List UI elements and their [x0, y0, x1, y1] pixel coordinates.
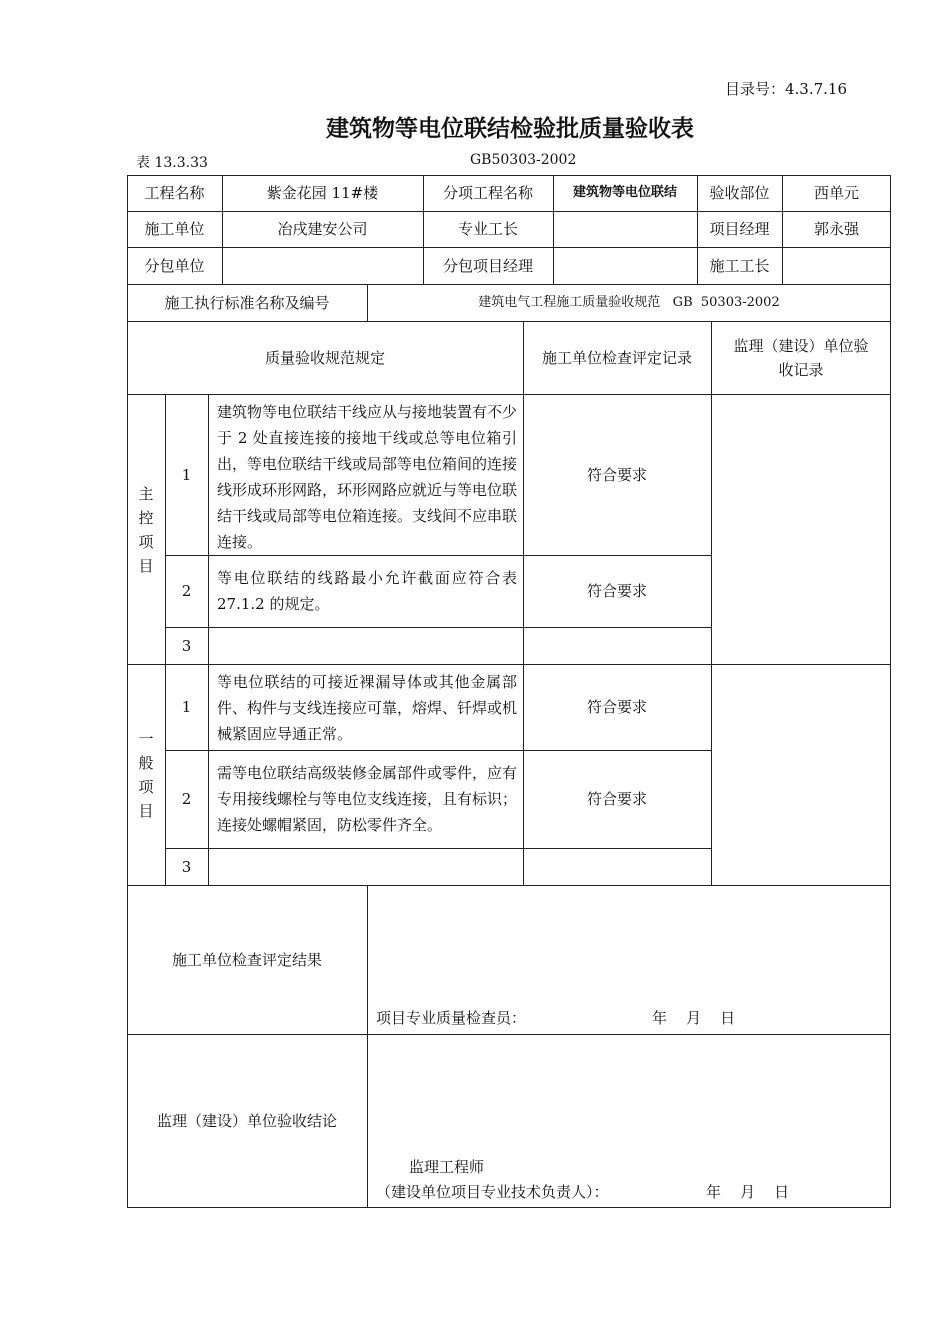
project-manager-value: 郭永强: [813, 220, 859, 238]
row-divider: [127, 664, 891, 665]
supervisor-result-label: 监理（建设）单位验收结论: [156, 1112, 337, 1130]
team-leader-label: 施工工长: [709, 256, 770, 275]
contractor-result-date: 年 月 日: [652, 1009, 736, 1027]
main-item-3-no: 3: [181, 636, 192, 655]
main-item-2-result: 符合要求: [586, 582, 647, 600]
tech-lead-label: （建设单位项目专业技术负责人）：: [376, 1183, 609, 1201]
sub-project-value: 建筑物等电位联结: [572, 185, 677, 200]
project-name-value: 紫金花园 11#楼: [266, 184, 379, 202]
supervisor-record-header: 监理（建设）单位验收记录: [733, 336, 869, 379]
standard-label: 施工执行标准名称及编号: [164, 293, 330, 312]
acceptance-part-label: 验收部位: [709, 184, 770, 202]
general-item-1-text: 等电位联结的可接近裸漏导体或其他金属部件、构件与支线连接应可靠，熔焊、钎焊或机械紧固应导通正常。: [217, 673, 518, 743]
subcontractor-label: 分包单位: [144, 256, 205, 275]
team-leader-value: [782, 247, 891, 284]
contractor-label: 施工单位: [144, 220, 205, 238]
sub-manager-value: [553, 247, 697, 284]
general-items-label: 一般项目: [138, 730, 154, 820]
general-item-1-result: 符合要求: [586, 698, 647, 716]
row-divider: [127, 394, 891, 395]
sub-project-label: 分项工程名称: [442, 184, 533, 202]
contractor-value: 冶戌建安公司: [277, 220, 368, 238]
main-item-2-text: 等电位联结的线路最小允许截面应符合表 27.1.2 的规定。: [217, 569, 517, 613]
general-item-1-no: 1: [181, 698, 192, 716]
supervisor-engineer-label: 监理工程师: [409, 1158, 485, 1176]
col-divider: [711, 321, 712, 885]
col-divider: [208, 394, 209, 885]
general-item-2-result: 符合要求: [586, 790, 647, 808]
foreman-value: [553, 211, 697, 247]
main-item-3-result: [523, 627, 711, 664]
supervisor-result-date: 年 月 日: [706, 1183, 790, 1201]
col-divider: [367, 885, 368, 1208]
contractor-result-label: 施工单位检查评定结果: [171, 950, 322, 969]
main-item-1-result: 符合要求: [586, 465, 647, 484]
quality-inspector-label: 项目专业质量检查员：: [376, 1009, 527, 1027]
foreman-label: 专业工长: [457, 220, 518, 238]
subcontractor-value: [222, 247, 423, 284]
general-item-3-no: 3: [181, 857, 192, 876]
general-item-2-text: 需等电位联结高级装修金属部件或零件，应有专用接线螺栓与等电位支线连接，且有标识；连接处螺帽紧固，防松零件齐全。: [217, 764, 518, 834]
main-item-1-no: 1: [181, 465, 192, 484]
table-number: 表 13.3.33: [136, 155, 208, 171]
main-item-1-text: 建筑物等电位联结干线应从与接地装置有不少于 2 处直接连接的接地干线或总等电位箱引出，等电位联结干线或局部等电位箱间的连接线形成环形网路，环形网路应就近与等电位联结干线或局部等电位箱连接。支线间不应串联连接。: [217, 403, 518, 551]
standard-code: GB50303-2002: [470, 152, 577, 168]
project-name-label: 工程名称: [144, 184, 205, 202]
main-items-label: 主控项目: [138, 485, 154, 575]
acceptance-part-value: 西单元: [813, 184, 859, 202]
general-item-2-no: 2: [181, 790, 192, 808]
sub-manager-label: 分包项目经理: [442, 256, 533, 275]
project-manager-label: 项目经理: [709, 220, 770, 238]
main-item-2-no: 2: [181, 582, 192, 600]
general-item-3-result: [523, 848, 711, 885]
page-title: 建筑物等电位联结检验批质量验收表: [326, 116, 694, 142]
contractor-record-header: 施工单位检查评定记录: [541, 348, 692, 367]
standard-value: 建筑电气工程施工质量验收规范 GB 50303-2002: [478, 294, 780, 310]
spec-column-header: 质量验收规范规定: [264, 348, 385, 367]
catalog-number: 目录号：4.3.7.16: [725, 80, 848, 98]
